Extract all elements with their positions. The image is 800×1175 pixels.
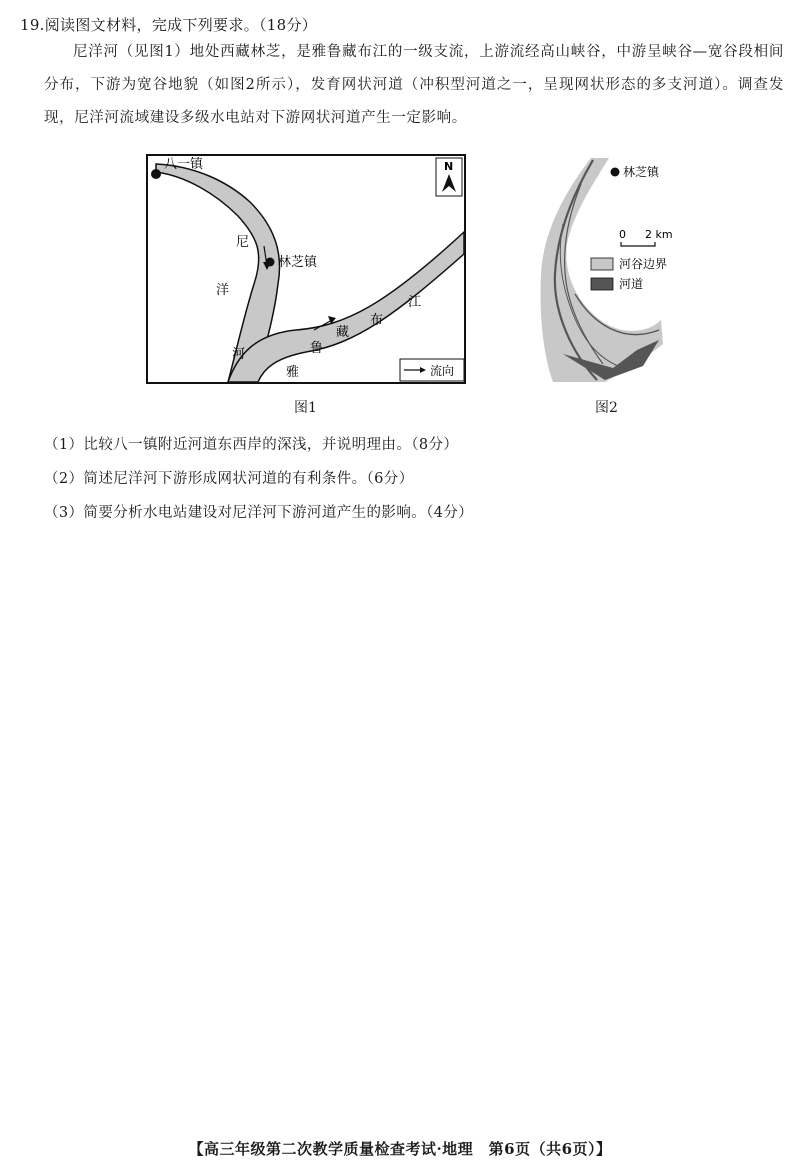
legend-flow-label: 流向 <box>430 364 455 378</box>
figure-1-caption: 图1 <box>294 400 317 416</box>
river-label-ni: 尼 <box>236 235 250 250</box>
river-label-zang: 藏 <box>336 325 350 340</box>
page-footer: 【高三年级第二次教学质量检查考试·地理 第6页（共6页）】 <box>188 1140 612 1158</box>
question-header: 19.阅读图文材料，完成下列要求。（18分） <box>20 16 318 34</box>
scale-km: 2 km <box>645 228 673 241</box>
north-label: N <box>444 160 454 173</box>
scale-zero: 0 <box>619 228 626 241</box>
town-bayi-dot <box>151 169 161 179</box>
figure-2-map <box>533 154 693 384</box>
town-linzhi-label-2: 林芝镇 <box>623 165 660 179</box>
river-label-ya: 雅 <box>286 365 300 380</box>
sub-question-3: （3）简要分析水电站建设对尼洋河下游河道产生的影响。（4分） <box>44 505 474 521</box>
river-label-yang: 洋 <box>216 283 230 298</box>
legend-valley-swatch <box>591 258 613 270</box>
town-linzhi-dot-2 <box>611 168 620 177</box>
scale-bar <box>621 242 655 246</box>
material-paragraph: 尼洋河（见图1）地处西藏林芝，是雅鲁藏布江的一级支流，上游流经高山峡谷，中游呈峡谷—宽谷段相间分布，下游为宽谷地貌（如图2所示），发育网状河道（冲积型河道之一，呈现网状形态的多支河道）。调查发现，尼洋河流域建设多级水电站对下游网状河道产生一定影响。 <box>44 44 784 126</box>
river-label-jiang: 江 <box>408 295 422 310</box>
town-linzhi-label: 林芝镇 <box>278 255 318 270</box>
sub-question-1: （1）比较八一镇附近河道东西岸的深浅，并说明理由。（8分） <box>44 437 459 453</box>
sub-question-2: （2）简述尼洋河下游形成网状河道的有利条件。（6分） <box>44 471 414 487</box>
legend-channel-label: 河道 <box>619 277 644 291</box>
river-label-bu: 布 <box>370 313 384 328</box>
figure-2-caption: 图2 <box>595 400 618 416</box>
river-label-he: 河 <box>232 347 246 362</box>
legend-valley-label: 河谷边界 <box>619 257 668 271</box>
town-linzhi-dot <box>266 258 275 267</box>
legend-channel-swatch <box>591 278 613 290</box>
town-bayi-label: 八一镇 <box>164 157 204 172</box>
river-label-lu: 鲁 <box>310 341 324 356</box>
figure-1-map <box>146 154 466 384</box>
